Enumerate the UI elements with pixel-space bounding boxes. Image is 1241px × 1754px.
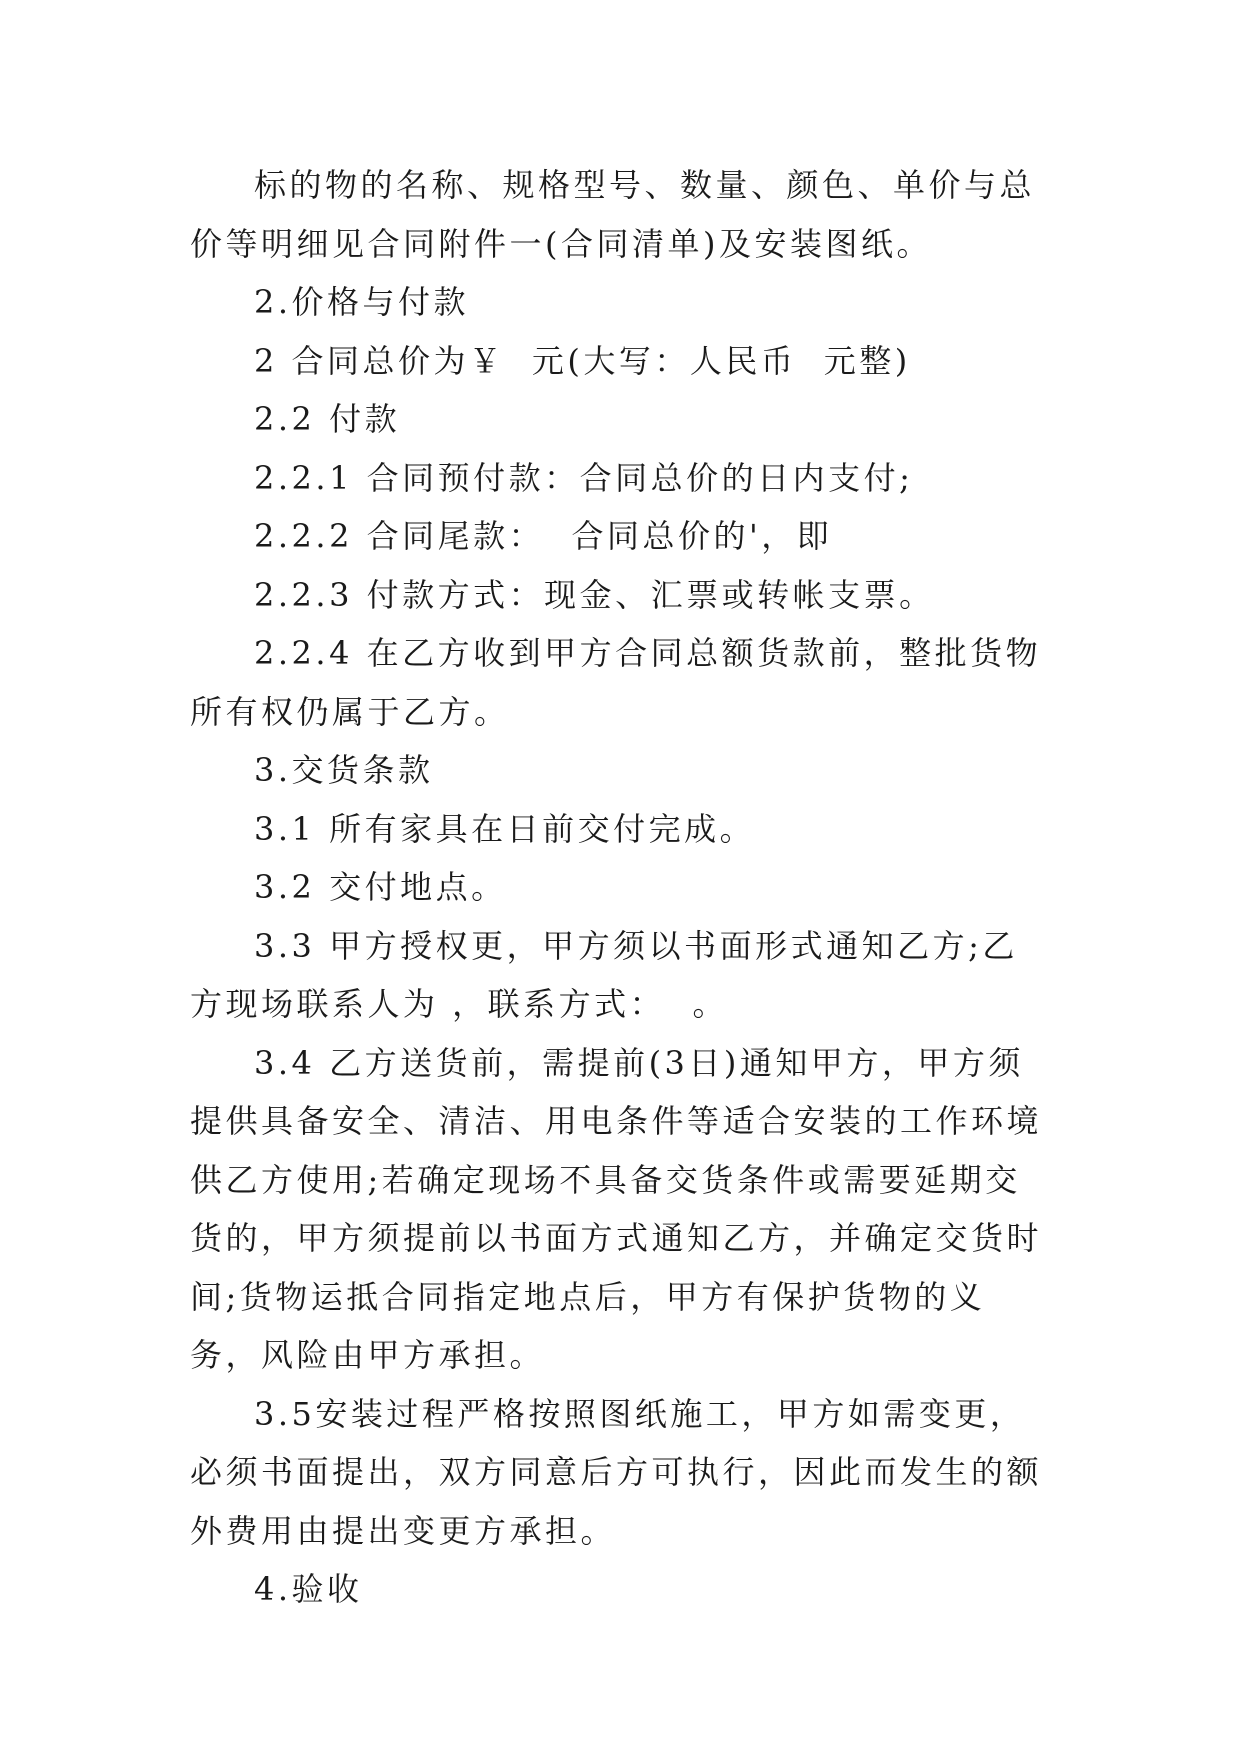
paragraph-delivery-date: 3.1 所有家具在日前交付完成。: [254, 809, 756, 848]
paragraph-authorization: 3.3 甲方授权更，甲方须以书面形式通知乙方;乙方现场联系人为 ，联系方式： 。: [190, 926, 1018, 1023]
paragraph-ownership: 2.2.4 在乙方收到甲方合同总额货款前，整批货物所有权仍属于乙方。: [190, 634, 1042, 731]
paragraph-delivery-location: 3.2 交付地点。: [254, 868, 507, 906]
section-heading-delivery: 3.交货条款: [254, 751, 434, 789]
subsection-heading-payment: 2.2 付款: [254, 400, 401, 438]
paragraph-final-payment: 2.2.2 合同尾款： 合同总价的'，即: [254, 517, 833, 555]
paragraph-payment-method: 2.2.3 付款方式：现金、汇票或转帐支票。: [254, 575, 935, 614]
paragraph-delivery-notice: 3.4 乙方送货前，需提前(3日)通知甲方，甲方须提供具备安全、清洁、用电条件等适合安装的工作环境供乙方使用;若确定现场不具备交货条件或需要延期交货的，甲方须提前以书面方式通知乙方，并确定交货时间;货物运抵合同指定地点后，甲方有保护货物的义务，风险由甲方承担。: [190, 1043, 1043, 1374]
paragraph-total-price: 2 合同总价为￥ 元(大写：人民币 元整): [254, 341, 911, 380]
paragraph-advance-payment: 2.2.1 合同预付款：合同总价的日内支付;: [254, 458, 914, 497]
section-heading-acceptance: 4.验收: [254, 1570, 363, 1608]
section-heading-price-payment: 2.价格与付款: [254, 283, 470, 321]
document-body: [190, 156, 1050, 1619]
paragraph-installation: 3.5安装过程严格按照图纸施工，甲方如需变更，必须书面提出，双方同意后方可执行，因此而发生的额外费用由提出变更方承担。: [190, 1394, 1043, 1550]
paragraph-item-details: 标的物的名称、规格型号、数量、颜色、单价与总价等明细见合同附件一(合同清单)及安装图纸。: [190, 166, 1036, 263]
